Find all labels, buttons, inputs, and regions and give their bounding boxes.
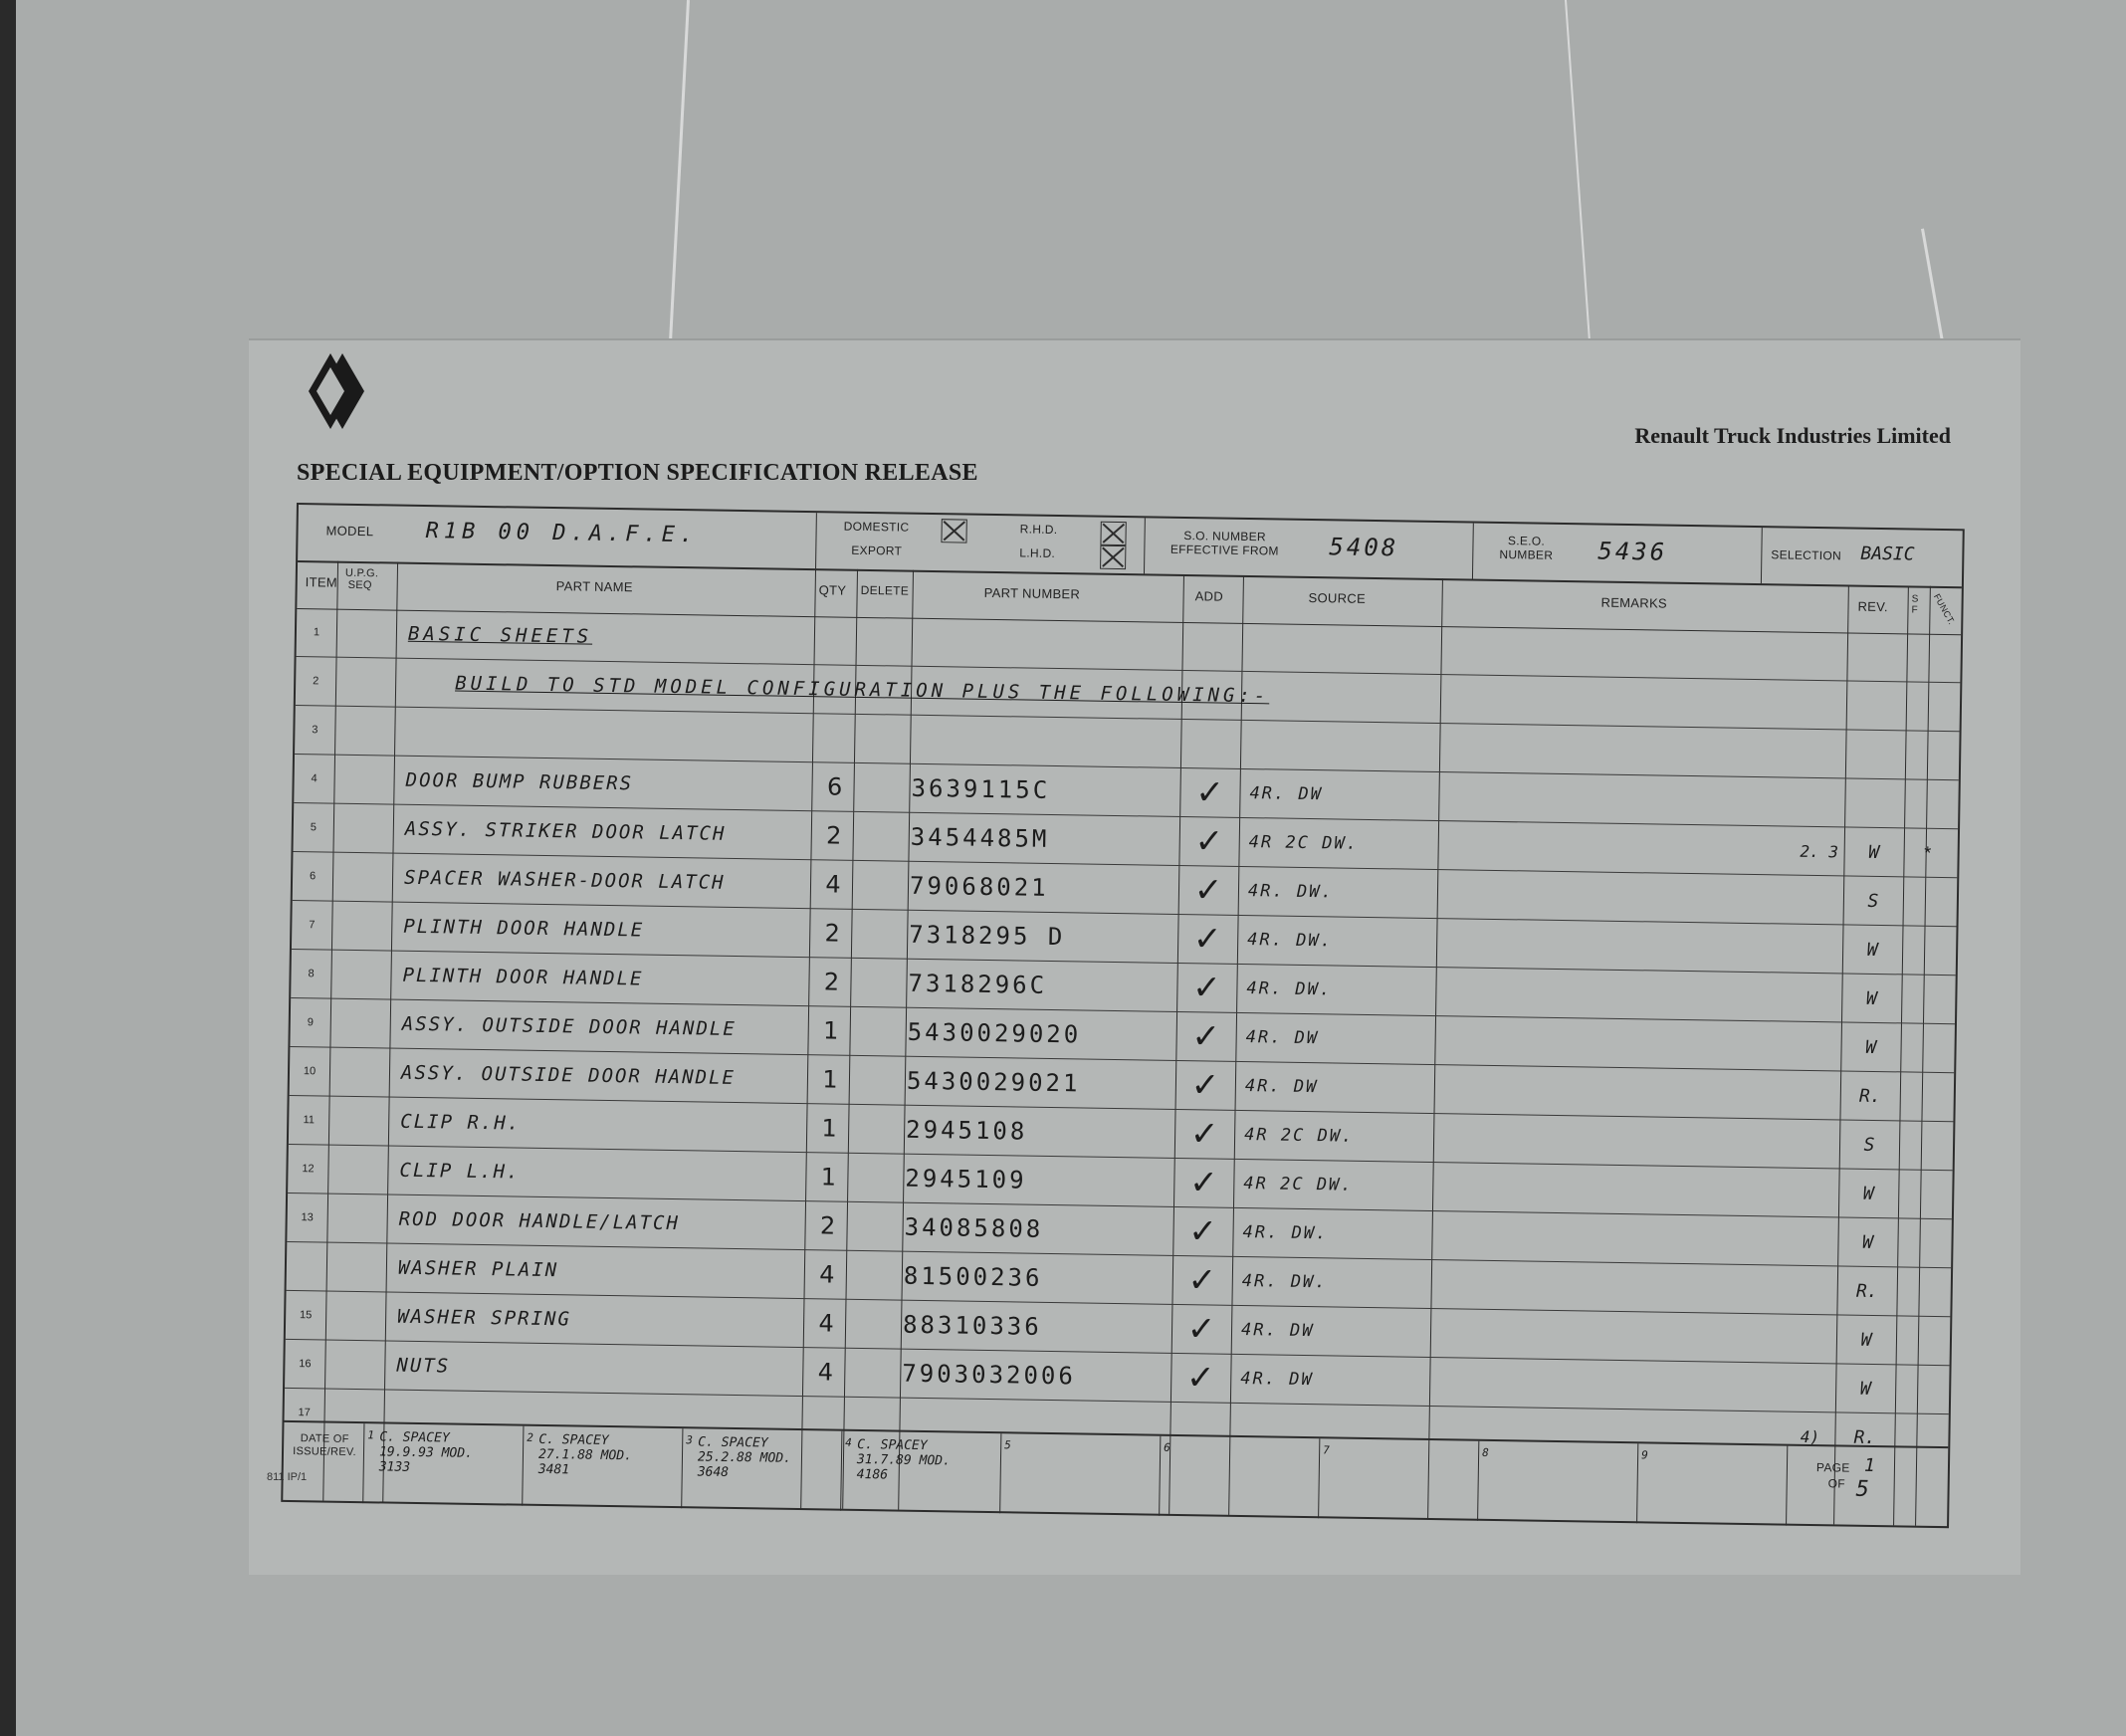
part-number [911,764,1170,816]
source-text: 4R. DW. [1241,1271,1328,1293]
qty-text: 2 [825,821,842,850]
source-text: 4R. DW [1240,1369,1314,1391]
col-add: ADD [1194,588,1224,604]
item-number [287,1242,327,1291]
check-mark-icon: ✓ [1188,1211,1218,1252]
rev-text: R. [1858,1085,1881,1107]
rev-text: W [1865,987,1877,1009]
part-number-text: 5430029020 [907,1017,1082,1049]
part-number [909,911,1169,963]
part-number [910,813,1169,865]
rev-text: W [1865,1036,1877,1058]
part-number [906,1106,1166,1158]
part-name-text: SPACER WASHER-DOOR LATCH [403,866,726,894]
note-text: BASIC SHEETS [407,622,593,648]
rev-text: S [1867,890,1879,912]
item-number: 9 [307,1016,314,1029]
qty-text: 1 [822,1065,838,1094]
add-tick [1171,1256,1232,1305]
asterisk-mark: * [1924,842,1932,863]
issue-number: 5 [1004,1438,1011,1452]
part-number-text: 5430029021 [906,1066,1081,1098]
source-text: 4R. DW [1244,1076,1319,1098]
check-mark-icon: ✓ [1188,1163,1218,1203]
issue-text: C. SPACEY 27.1.88 MOD. 3481 [537,1431,633,1478]
part-name-text: ROD DOOR HANDLE/LATCH [398,1207,681,1235]
col-remarks: REMARKS [1600,594,1668,611]
source [1244,1111,1434,1162]
qty [808,860,859,909]
part-number [907,1008,1167,1060]
add-tick [1178,817,1239,866]
part-name-text: PLINTH DOOR HANDLE [403,915,645,942]
item-number: 6 [309,870,317,883]
rev [1842,925,1903,974]
source [1248,867,1438,918]
part-number [910,862,1169,914]
note-text: BUILD TO STD MODEL CONFIGURATION PLUS THE FOLLOWING:- [454,672,1270,708]
issue-cell [362,1423,524,1506]
item-number: 1 [313,626,320,639]
part-name [401,1049,790,1103]
part-name [402,952,791,1005]
item-number: 17 [298,1407,311,1419]
rhd-label: R.H.D. [1019,522,1058,538]
part-number-text: 88310336 [902,1310,1042,1341]
issue-number: 4 [845,1435,852,1449]
add-tick [1178,866,1239,915]
rev [1836,1315,1897,1364]
issue-text: C. SPACEY 31.7.89 MOD. 4186 [856,1436,951,1483]
rev-text: W [1859,1378,1871,1400]
source-text: 4R. DW. [1247,881,1334,903]
lhd-label: L.H.D. [1019,545,1056,560]
page-cell [1786,1446,1946,1529]
rev-text: S [1863,1134,1875,1156]
part-name-text: ASSY. STRIKER DOOR LATCH [404,817,727,845]
part-number-text: 81500236 [903,1261,1043,1292]
model-cell [298,505,817,568]
add-tick [1170,1354,1231,1403]
lhd-checkbox [1100,545,1126,569]
add-tick [1175,1012,1236,1061]
source [1240,1355,1430,1406]
source [1246,965,1436,1015]
rev-text: W [1861,1231,1874,1253]
qty-text: 6 [826,772,843,801]
rev-text: W [1860,1329,1872,1351]
page-total: 5 [1855,1476,1870,1502]
domestic-label: DOMESTIC [843,519,910,535]
source-text: 4R. DW. [1246,978,1333,1000]
qty-text: 1 [821,1114,838,1143]
rev [1839,1071,1900,1120]
qty-text: 4 [818,1309,834,1338]
part-name-text: CLIP L.H. [399,1159,521,1184]
date-of-issue-label: DATE OF ISSUE/REV. [293,1432,356,1459]
col-upg: U.P.G. SEQ [344,566,379,592]
rev [1835,1364,1896,1412]
col-rev: REV. [1857,598,1889,615]
remark-text: 4) [1800,1426,1820,1446]
page-number: 1 [1863,1454,1876,1477]
check-mark-icon: ✓ [1187,1260,1217,1301]
check-mark-icon: ✓ [1190,1065,1220,1106]
source [1249,769,1439,820]
part-name [398,1244,787,1298]
col-sf: S F [1911,593,1919,616]
seo-number-cell [1472,524,1763,584]
source-text: 4R 2C DW. [1248,832,1360,854]
add-tick [1172,1207,1233,1256]
issue-cell [1318,1438,1479,1521]
page-label: PAGE [1815,1460,1850,1475]
check-mark-icon: ✓ [1193,870,1223,911]
qty-text: 4 [819,1260,835,1289]
rev-text: R. [1853,1426,1876,1448]
part-name [397,1293,786,1347]
part-name-text: WASHER PLAIN [397,1256,559,1282]
part-name [404,854,793,908]
qty [806,958,857,1006]
check-mark-icon: ✓ [1192,919,1222,960]
add-tick [1174,1110,1235,1159]
part-name [398,1195,787,1249]
part-name-text: WASHER SPRING [396,1305,572,1331]
qty [800,1348,851,1397]
remark [1797,778,1843,827]
add-tick [1176,964,1237,1012]
rev-text: R. [1855,1280,1878,1302]
source-text: 4R. DW [1240,1320,1315,1342]
market-cell [815,513,1146,573]
issue-cell [840,1431,1001,1514]
part-name [404,805,793,859]
of-label: OF [1827,1476,1846,1491]
remark [1796,827,1842,876]
issue-cell [1636,1443,1788,1525]
source [1248,818,1438,869]
extra [1905,828,1950,877]
issue-cell [1159,1436,1320,1519]
qty [805,1055,856,1104]
source-text: 4R. DW [1245,1027,1320,1049]
part-name-text: ASSY. OUTSIDE DOOR HANDLE [401,1012,737,1041]
issue-cell [999,1433,1161,1516]
col-part-name: PART NAME [555,578,633,595]
part-number [903,1301,1163,1353]
source [1245,1062,1435,1113]
issue-number: 6 [1164,1440,1170,1454]
form-code: 811 IP/1 [267,1471,308,1483]
issue-number: 3 [686,1433,693,1447]
item-number: 16 [299,1358,312,1371]
qty [801,1299,852,1348]
rev [1836,1266,1897,1315]
issue-text: C. SPACEY 19.9.93 MOD. 3133 [378,1429,474,1475]
check-mark-icon: ✓ [1194,821,1224,862]
source [1242,1208,1432,1259]
selection-cell [1761,528,1961,586]
issue-cell [522,1426,683,1509]
item-number: 3 [312,724,319,737]
source [1243,1160,1433,1210]
col-item: ITEM [305,574,338,590]
source-text: 4R. DW. [1247,930,1334,952]
part-number-text: 3639115C [911,773,1051,804]
issue-number: 8 [1482,1445,1489,1459]
item-number: 4 [311,772,318,785]
col-part-number: PART NUMBER [983,584,1081,602]
item-number: 12 [302,1163,315,1176]
part-number [903,1252,1163,1304]
add-tick [1175,1061,1236,1110]
so-number-cell [1144,518,1474,578]
selection-label: SELECTION [1771,547,1842,563]
model-label: MODEL [325,523,374,540]
item-number: 5 [310,821,318,834]
issue-number: 7 [1323,1443,1330,1457]
issue-number: 1 [367,1428,375,1442]
check-mark-icon: ✓ [1191,968,1222,1008]
col-qty: QTY [818,582,847,598]
part-number-text: 2945108 [905,1115,1028,1146]
check-mark-icon: ✓ [1186,1309,1216,1350]
rev [1837,1217,1898,1266]
so-number-label: S.O. NUMBER EFFECTIVE FROM [1169,529,1279,558]
part-name [405,757,794,810]
part-number-text: 34085808 [904,1212,1044,1243]
form-title: SPECIAL EQUIPMENT/OPTION SPECIFICATION RELEASE [297,460,978,486]
qty-text: 4 [817,1358,834,1387]
part-name-text: ASSY. OUTSIDE DOOR HANDLE [400,1061,737,1089]
item-number: 7 [309,919,316,932]
issue-text: C. SPACEY 25.2.88 MOD. 3648 [697,1434,792,1480]
item-number: 15 [299,1309,313,1322]
qty [809,762,860,811]
item-number: 2 [313,675,319,688]
scan-edge [0,0,16,1736]
date-label-cell [283,1422,364,1503]
part-name [400,1098,789,1152]
qty [804,1104,855,1153]
issue-cell [1477,1441,1638,1524]
item-number: 13 [301,1211,314,1224]
rev [1843,827,1904,876]
check-mark-icon: ✓ [1194,772,1225,813]
rev-text: W [1868,841,1880,863]
item-number: 11 [303,1114,316,1127]
qty [802,1250,853,1299]
qty [803,1153,854,1201]
check-mark-icon: ✓ [1189,1114,1219,1155]
part-number [904,1203,1164,1255]
extra [1906,779,1951,828]
source-text: 4R. DW [1249,783,1324,805]
part-number-text: 3454485M [910,822,1050,853]
rev [1840,1022,1901,1071]
model-value: R1B 00 D.A.F.E. [425,519,699,548]
source [1241,1257,1431,1308]
qty [808,811,859,860]
selection-value: BASIC [1860,542,1915,565]
issue-number: 9 [1641,1448,1648,1462]
part-number-text: 2945109 [905,1164,1027,1194]
item-number: 8 [308,968,315,980]
source [1245,1013,1435,1064]
part-name [401,1000,790,1054]
part-name-text: NUTS [396,1354,451,1378]
spec-release-form [281,503,1965,1528]
source-text: 4R 2C DW. [1243,1125,1355,1147]
domestic-checkbox [941,519,966,542]
check-mark-icon: ✓ [1191,1016,1221,1057]
part-number [905,1155,1165,1206]
source [1241,1306,1431,1357]
company-name: Renault Truck Industries Limited [1634,423,1951,448]
part-number-text: 7318295 D [909,920,1066,952]
part-name-text: DOOR BUMP RUBBERS [405,768,634,795]
add-tick [1179,768,1240,817]
rev [1839,1120,1900,1169]
check-mark-icon: ✓ [1185,1358,1215,1399]
part-number-text: 7318296C [908,969,1048,999]
qty-text: 2 [823,968,840,996]
qty-text: 1 [822,1016,839,1045]
rev [1844,778,1905,827]
qty-text: 4 [825,870,841,899]
qty-text: 1 [820,1163,837,1192]
part-name-text: PLINTH DOOR HANDLE [402,964,644,990]
export-label: EXPORT [851,542,903,558]
rev [1838,1169,1899,1217]
part-number-text: 7903032006 [902,1359,1077,1391]
qty [807,909,858,958]
part-name-text: CLIP R.H. [400,1110,522,1135]
part-name [403,903,792,957]
remark-text: 2. 3 [1800,841,1839,861]
rev-text: W [1862,1183,1874,1204]
rev [1843,876,1904,925]
source-text: 4R 2C DW. [1243,1174,1354,1195]
source-text: 4R. DW. [1242,1222,1329,1244]
add-tick [1173,1159,1234,1207]
qty-text: 2 [824,919,841,948]
part-number [902,1350,1162,1402]
rhd-checkbox [1100,522,1126,545]
part-number [907,1057,1167,1109]
renault-logo-icon [309,353,364,429]
add-tick [1171,1305,1232,1354]
so-number-value: 5408 [1329,533,1399,562]
source [1247,916,1437,967]
item-rows [284,608,1961,1462]
part-number-text: 79068021 [909,871,1049,902]
qty-text: 2 [819,1211,836,1240]
col-funct: FUNCT. [1931,591,1958,627]
col-source: SOURCE [1308,589,1367,606]
issue-number: 2 [527,1430,534,1444]
col-delete: DELETE [860,582,910,598]
qty [802,1201,853,1250]
item-number: 10 [303,1065,317,1078]
qty [805,1006,856,1055]
part-number [908,960,1168,1011]
add-tick [1177,915,1238,964]
rev [1841,974,1902,1022]
issue-cell [681,1428,842,1511]
seo-number-value: 5436 [1597,537,1668,566]
part-name [399,1147,788,1200]
seo-number-label: S.E.O. NUMBER [1499,534,1554,562]
part-name [396,1342,785,1396]
rev-text: W [1866,939,1878,961]
